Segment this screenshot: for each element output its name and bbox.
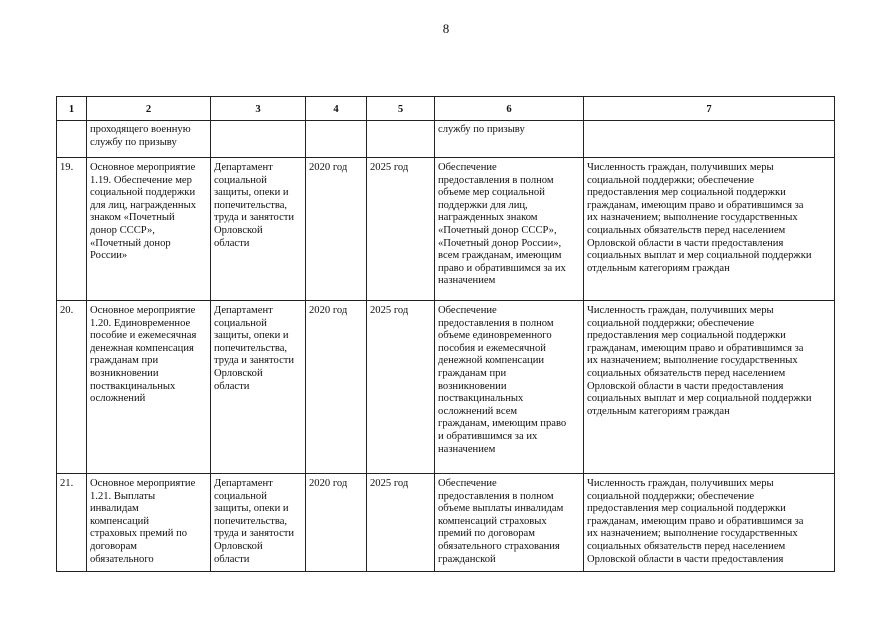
end-year-cell: 2025 год bbox=[367, 474, 435, 572]
continuation-executor-cell bbox=[211, 121, 306, 158]
continuation-row bbox=[57, 121, 835, 158]
continuation-result-cell: службу по призыву bbox=[435, 121, 584, 158]
result-cell: Обеспечение предоставления в полном объеме выплаты инвалидам компенсаций страховых премий по договорам обязательного страхования гражданской bbox=[435, 474, 584, 572]
column-header-5: 5 bbox=[367, 97, 435, 121]
start-year-cell: 2020 год bbox=[306, 158, 367, 301]
column-header-7: 7 bbox=[584, 97, 835, 121]
start-year-cell: 2020 год bbox=[306, 474, 367, 572]
continuation-start-cell bbox=[306, 121, 367, 158]
column-header-3: 3 bbox=[211, 97, 306, 121]
continuation-end-cell bbox=[367, 121, 435, 158]
row-number: 21. bbox=[57, 474, 87, 572]
activity-cell: Основное мероприятие 1.19. Обеспечение мер социальной поддержки для лиц, награжденных знаком «Почетный донор СССР», «Почетный донор России» bbox=[87, 158, 211, 301]
table-row bbox=[57, 474, 835, 572]
executor-cell: Департамент социальной защиты, опеки и попечительства, труда и занятости Орловской области bbox=[211, 158, 306, 301]
page-number: 8 bbox=[442, 21, 450, 36]
indicator-cell: Численность граждан, получивших меры социальной поддержки; обеспечение предоставления мер социальной поддержки гражданам, имеющим право и обратившимся за их назначением; выполнение государственных социальных обязательств перед населением Орловской области в части предоставления социальных выплат и мер социальной поддержки отдельным категориям граждан bbox=[584, 158, 835, 301]
indicator-cell: Численность граждан, получивших меры социальной поддержки; обеспечение предоставления мер социальной поддержки гражданам, имеющим право и обратившимся за их назначением; выполнение государственных социальных обязательств перед населением Орловской области в части предоставления социальных выплат и мер социальной поддержки отдельным категориям граждан bbox=[584, 301, 835, 474]
table-row bbox=[57, 158, 835, 301]
table-row bbox=[57, 301, 835, 474]
activity-cell: Основное мероприятие 1.20. Единовременное пособие и ежемесячная денежная компенсация гражданам при возникновении поствакцинальных осложнений bbox=[87, 301, 211, 474]
column-header-1: 1 bbox=[57, 97, 87, 121]
indicator-cell: Численность граждан, получивших меры социальной поддержки; обеспечение предоставления мер социальной поддержки гражданам, имеющим право и обратившимся за их назначением; выполнение государственных социальных обязательств перед населением Орловской области в части предоставления bbox=[584, 474, 835, 572]
table-header-row bbox=[57, 97, 835, 121]
program-activities-table bbox=[56, 96, 835, 572]
end-year-cell: 2025 год bbox=[367, 301, 435, 474]
row-number: 19. bbox=[57, 158, 87, 301]
column-header-2: 2 bbox=[87, 97, 211, 121]
activity-cell: Основное мероприятие 1.21. Выплаты инвалидам компенсаций страховых премий по договорам обязательного bbox=[87, 474, 211, 572]
end-year-cell: 2025 год bbox=[367, 158, 435, 301]
result-cell: Обеспечение предоставления в полном объеме единовременного пособия и ежемесячной денежной компенсации гражданам при возникновении поствакцинальных осложнений всем гражданам, имеющим право и обратившимся за их назначением bbox=[435, 301, 584, 474]
continuation-num-cell bbox=[57, 121, 87, 158]
executor-cell: Департамент социальной защиты, опеки и попечительства, труда и занятости Орловской области bbox=[211, 301, 306, 474]
column-header-4: 4 bbox=[306, 97, 367, 121]
start-year-cell: 2020 год bbox=[306, 301, 367, 474]
continuation-indicator-cell bbox=[584, 121, 835, 158]
result-cell: Обеспечение предоставления в полном объеме мер социальной поддержки для лиц, награжденных знаком «Почетный донор СССР», «Почетный донор России», всем гражданам, имеющим право и обратившимся за их назначением bbox=[435, 158, 584, 301]
row-number: 20. bbox=[57, 301, 87, 474]
column-header-6: 6 bbox=[435, 97, 584, 121]
continuation-activity-cell: проходящего военную службу по призыву bbox=[87, 121, 211, 158]
executor-cell: Департамент социальной защиты, опеки и попечительства, труда и занятости Орловской области bbox=[211, 474, 306, 572]
